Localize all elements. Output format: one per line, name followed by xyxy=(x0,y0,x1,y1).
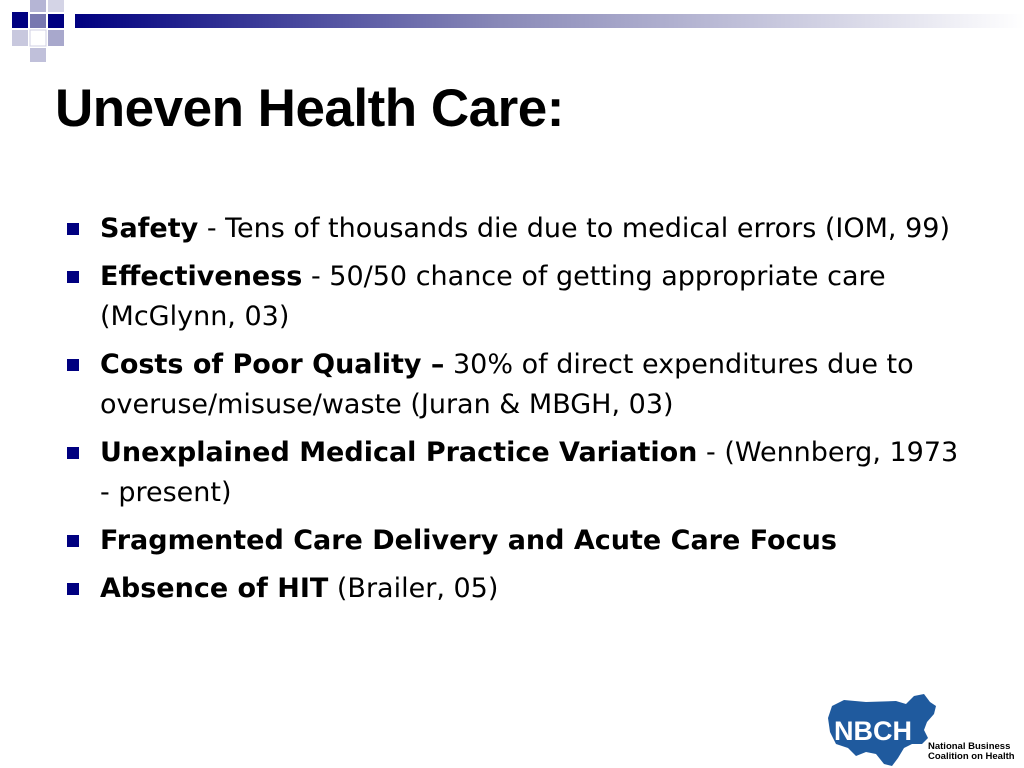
bullet-text: 30% of direct expenditures due to overuse/misuse/waste (Juran & MBGH, 03) xyxy=(100,349,914,420)
deco-square xyxy=(48,14,64,28)
bullet-term: Effectiveness xyxy=(100,261,303,292)
bullet-item xyxy=(62,209,962,249)
bullet-text: - (Wennberg, 1973 - present) xyxy=(100,437,959,508)
deco-square xyxy=(12,12,28,28)
deco-square xyxy=(30,14,46,28)
square-bullet-icon xyxy=(67,583,79,595)
bullet-item xyxy=(62,433,962,513)
deco-square xyxy=(48,30,64,46)
header-decoration xyxy=(0,0,1024,70)
square-bullet-icon xyxy=(67,271,79,283)
square-bullet-icon xyxy=(67,359,79,371)
logo-acronym: NBCH xyxy=(834,716,912,746)
deco-square xyxy=(30,0,46,12)
deco-square xyxy=(12,30,28,46)
bullet-term: Costs of Poor Quality – xyxy=(100,349,445,380)
bullet-item xyxy=(62,569,962,609)
bullet-item xyxy=(62,257,962,337)
square-bullet-icon xyxy=(67,223,79,235)
bullet-term: Fragmented Care Delivery and Acute Care Focus xyxy=(100,525,837,556)
logo-line-2: Coalition on Health xyxy=(928,751,1015,762)
slide-title: Uneven Health Care: xyxy=(55,79,564,138)
header-gradient-band xyxy=(75,14,1024,28)
deco-square xyxy=(48,0,64,12)
square-bullet-icon xyxy=(67,447,79,459)
deco-square xyxy=(30,48,46,62)
nbch-logo xyxy=(826,692,1024,768)
bullet-term: Absence of HIT xyxy=(100,573,329,604)
logo-line-1: National Business xyxy=(928,741,1011,752)
bullet-item xyxy=(62,521,962,561)
bullet-text: (Brailer, 05) xyxy=(328,573,499,604)
square-bullet-icon xyxy=(67,535,79,547)
bullet-text: - 50/50 chance of getting appropriate care (McGlynn, 03) xyxy=(100,261,886,332)
logo-text xyxy=(928,742,1015,762)
bullet-term: Unexplained Medical Practice Variation xyxy=(100,437,698,468)
bullet-list xyxy=(62,209,962,617)
bullet-item xyxy=(62,345,962,425)
bullet-text: - Tens of thousands die due to medical errors (IOM, 99) xyxy=(198,213,950,244)
deco-square xyxy=(30,30,46,46)
bullet-term: Safety xyxy=(100,213,199,244)
